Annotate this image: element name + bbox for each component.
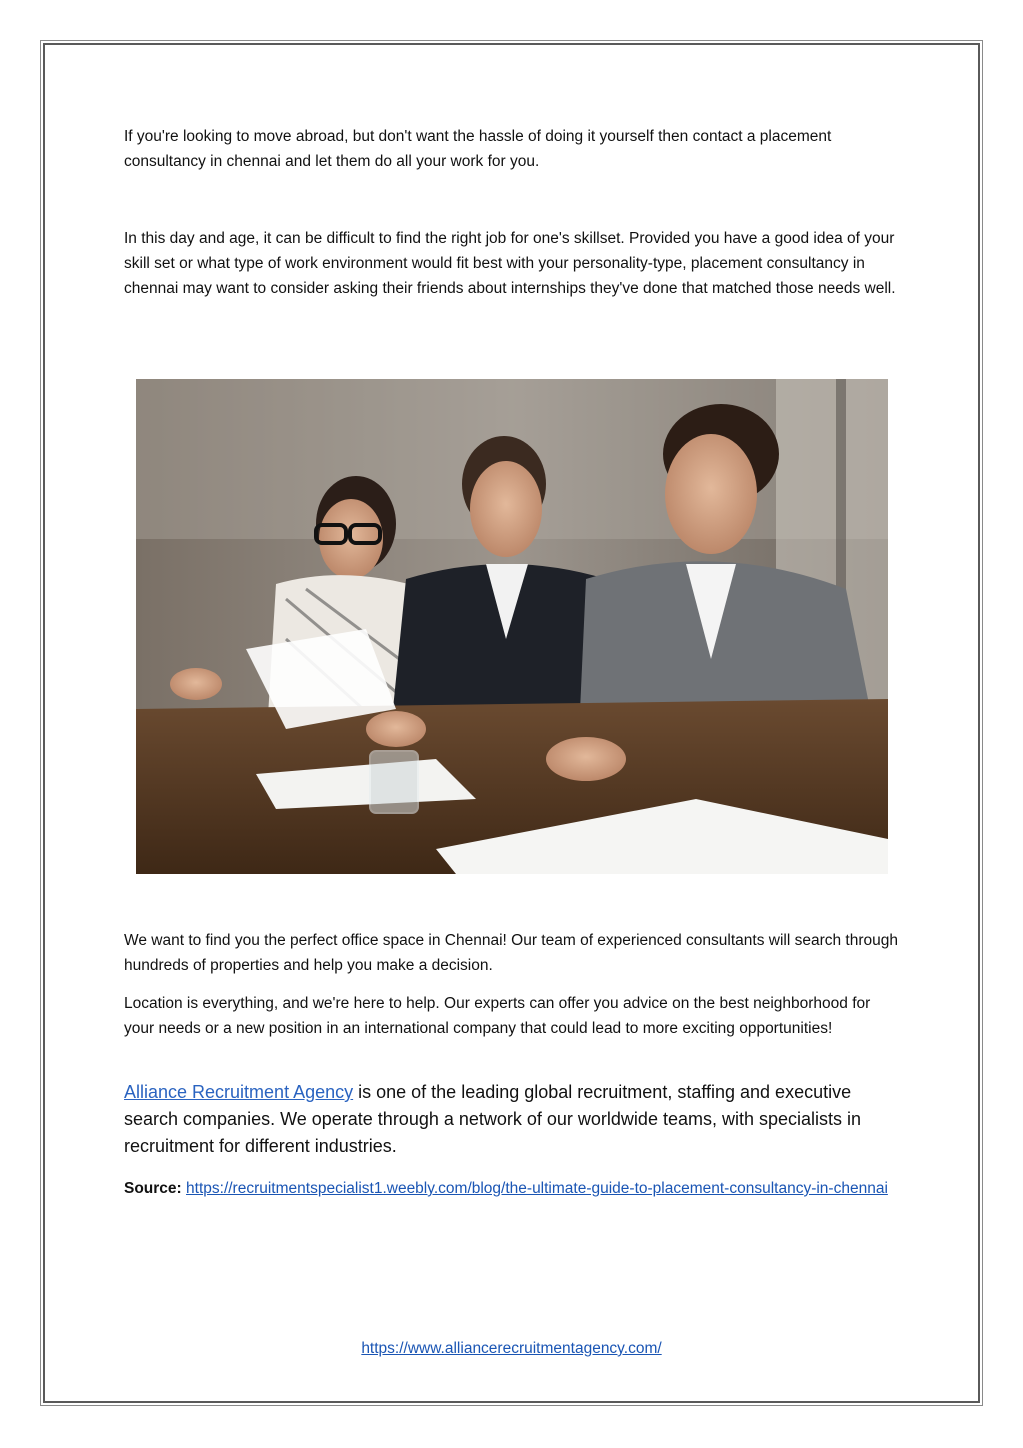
source-label: Source: xyxy=(124,1180,182,1197)
paragraph-location: Location is everything, and we're here to help. Our experts can offer you advice on the best neighborhood for your needs or a new position in an international company that could lead to more exciting opportunities! xyxy=(124,995,871,1037)
paragraph-agency xyxy=(124,1079,904,1160)
recruiters-photo xyxy=(136,379,888,874)
footer xyxy=(0,1340,1023,1358)
source-line xyxy=(124,1176,900,1201)
footer-link[interactable]: https://www.alliancerecruitmentagency.com/ xyxy=(361,1340,662,1357)
source-link[interactable]: https://recruitmentspecialist1.weebly.com/blog/the-ultimate-guide-to-placement-consultancy-in-chennai xyxy=(186,1180,888,1197)
agency-description: is one of the leading global recruitment, staffing and executive search companies. We operate through a network of our worldwide teams, with specialists in recruitment for different industries. xyxy=(124,1082,862,1156)
agency-link[interactable]: Alliance Recruitment Agency xyxy=(124,1082,354,1102)
paragraph-office-space: We want to find you the perfect office space in Chennai! Our team of experienced consultants will search through hundreds of properties and help you make a decision. xyxy=(124,932,899,974)
paragraph-intro: If you're looking to move abroad, but don't want the hassle of doing it yourself then contact a placement consultancy in chennai and let them do all your work for you. xyxy=(124,128,832,170)
paragraph-skillset: In this day and age, it can be difficult to find the right job for one's skillset. Provided you have a good idea of your skill set or what type of work environment would fit best with your personality-type, placement consultancy in chennai may want to consider asking their friends about internships they've done that matched those needs well. xyxy=(124,230,896,297)
